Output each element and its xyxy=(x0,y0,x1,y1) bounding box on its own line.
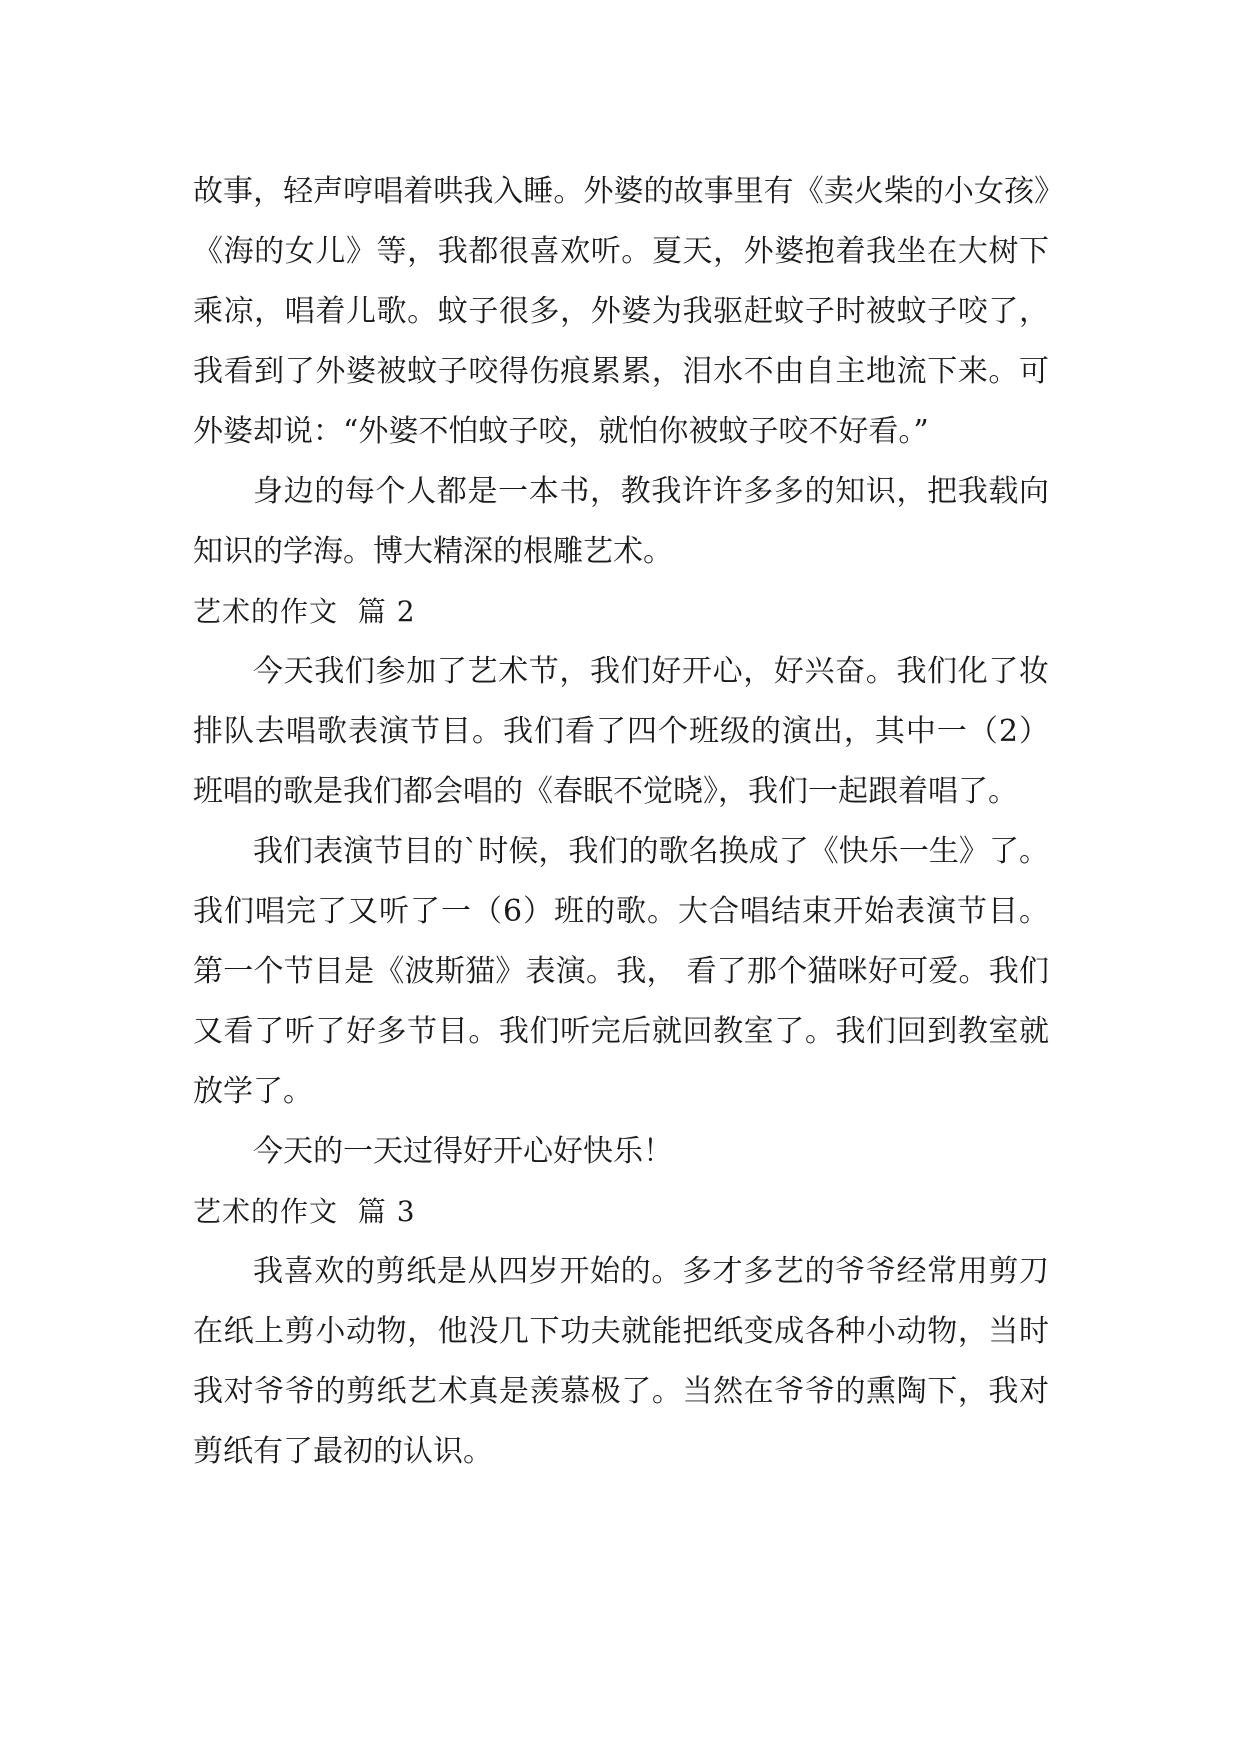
paragraph-performance: 我们表演节目的`时候，我们的歌名换成了《快乐一生》了。我们唱完了又听了一（6）班的歌。大合唱结束开始表演节目。第一个节目是《波斯猫》表演。我， 看了那个猫咪好可爱。我们又看了听了好多节目。我们听完后就回教室了。我们回到教室就放学了。 xyxy=(193,834,1049,1109)
section-heading-2: 艺术的作文 篇 2 xyxy=(193,595,416,628)
document-page xyxy=(193,162,1049,1482)
paragraph-paper-cutting: 我喜欢的剪纸是从四岁开始的。多才多艺的爷爷经常用剪刀在纸上剪小动物，他没几下功夫就能把纸变成各种小动物，当时我对爷爷的剪纸艺术真是羡慕极了。当然在爷爷的熏陶下，我对剪纸有了最初的认识。 xyxy=(193,1254,1049,1469)
paragraph-art-festival: 今天我们参加了艺术节，我们好开心，好兴奋。我们化了妆排队去唱歌表演节目。我们看了四个班级的演出，其中一（2）班唱的歌是我们都会唱的《春眠不觉晓》，我们一起跟着唱了。 xyxy=(193,654,1049,809)
section-heading-3: 艺术的作文 篇 3 xyxy=(193,1195,416,1228)
paragraph-story: 故事，轻声哼唱着哄我入睡。外婆的故事里有《卖火柴的小女孩》《海的女儿》等，我都很喜欢听。夏天，外婆抱着我坐在大树下乘凉，唱着儿歌。蚊子很多，外婆为我驱赶蚊子时被蚊子咬了，我看到了外婆被蚊子咬得伤痕累累，泪水不由自主地流下来。可外婆却说：“外婆不怕蚊子咬，就怕你被蚊子咬不好看。” xyxy=(193,174,1049,449)
paragraph-book: 身边的每个人都是一本书，教我许许多多的知识，把我载向知识的学海。博大精深的根雕艺术。 xyxy=(193,474,1049,569)
paragraph-happy-day: 今天的一天过得好开心好快乐！ xyxy=(253,1134,673,1169)
